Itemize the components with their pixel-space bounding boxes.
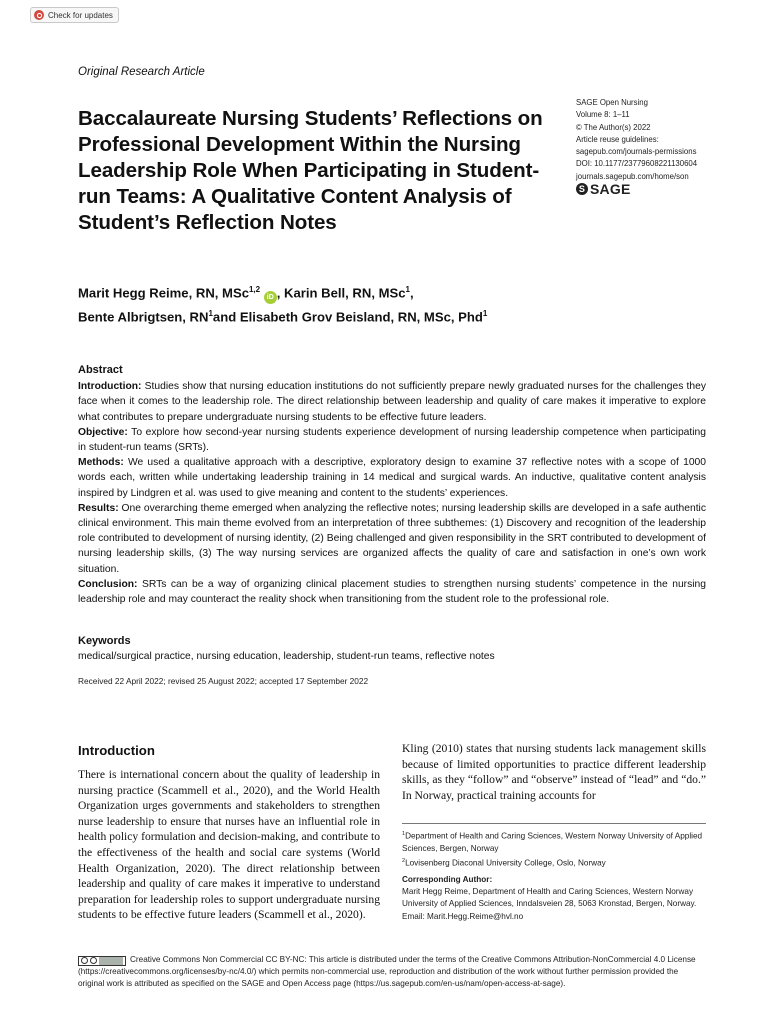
abstract-conclusion [78,577,706,607]
abstract-conclusion-text: SRTs can be a way of organizing clinical placement studies to strengthen nursing students’ competence in the nursing leadership role and may counteract the reality shock when transitioning from the student role to the professional role. [78,578,706,606]
author-3: Bente Albrigtsen, RN [78,309,209,325]
update-icon [34,10,44,20]
corresponding-author-heading: Corresponding Author: [402,875,493,885]
article-title: Baccalaureate Nursing Students’ Reflections on Professional Development Within the Nursing Leadership Role When Participating in Student-run Teams: A Qualitative Content Analysis of Student’s Reflection Notes [78,107,543,234]
affiliation-2-number: 2 [402,858,406,865]
author-3-affil: 1 [208,309,213,319]
affiliation-2 [402,855,708,870]
author-2-affil: 1 [405,285,410,294]
keywords-heading: Keywords [78,635,131,647]
journal-home-link[interactable]: journals.sagepub.com/home/son [576,171,689,181]
abstract [78,363,706,607]
sage-logo-text: SAGE [590,181,631,197]
journal-name: SAGE Open Nursing [576,98,648,107]
article-type: Original Research Article [78,66,205,78]
abstract-introduction-label: Introduction: [78,381,142,393]
journal-copyright: © The Author(s) 2022 [576,122,651,132]
author-list [78,280,698,327]
abstract-introduction-text: Studies show that nursing education institutions do not sufficiently prepare newly graduated nurses for the challenges they face when it comes to the leadership role. The direct relationship between leadership and quality of care makes it imperative to explore what contributes to prepare undergraduate nursing students to be effective future leaders. [78,381,706,423]
license-text: Creative Commons Non Commercial CC BY-NC: This article is distributed under the terms of the Creative Commons Attribution-NonCommercial 4.0 License (https://creativecommons.org/licenses/by-nc/4.0/) which permits non-commercial use, reproduction and distribution of the work without further permission provided the original work is attributed as specified on the SAGE and Open Access page (https://us.sagepub.com/en-us/nam/open-access-at-sage). [78,955,696,989]
author-4-affil: 1 [482,309,488,319]
introduction-heading: Introduction [78,743,155,758]
abstract-introduction [78,379,706,425]
check-for-updates-label: Check for updates [48,10,113,20]
affiliations [402,828,708,923]
affiliation-1 [402,828,708,855]
author-1: Marit Hegg Reime, RN, MSc [78,285,249,301]
abstract-objective-text: To explore how second-year nursing students experience development of nursing leadership competence when participating in student-run teams (SRTs). [78,426,706,454]
cc-by-nc-icon[interactable] [78,956,126,966]
orcid-icon[interactable]: iD [264,291,277,304]
journal-info [576,97,736,183]
journal-volume: Volume 8: 1–11 [576,110,630,120]
introduction-left-column: There is international concern about the quality of leadership in nursing practice (Scammell et al., 2020), and the World Health Organization urges governments and stakeholders to strengthen nurse leadership to ensure that nurses have an influential role in health policy formulation and decision-making, and contribute to the effectiveness of the health and social care systems (World Health Organization, 2020). The direct relationship between leadership and quality of care makes it imperative to understand preparation for leadership roles to support undergraduate nursing students to be effective future leaders (Scammell et al., 2020). [78,768,381,922]
check-for-updates-badge[interactable] [30,7,119,23]
abstract-results-text: One overarching theme emerged when analyzing the reflective notes; nursing leadership skills are developed in a safe authentic clinical environment. This main theme evolved from an interpretation of three subthemes: (1) Discovery and recognition of the leadership role contributed to development of nursing identity, (2) Being challenged and given responsibility in the SRT contributed to development of nursing leadership skills, (3) The way nursing services are organized affects the quality of care and satisfaction in one’s own work situation. [78,502,706,575]
affiliation-2-text: Lovisenberg Diaconal University College, Oslo, Norway [405,858,606,868]
corresponding-author-email[interactable]: Email: Marit.Hegg.Reime@hvl.no [402,911,524,921]
sage-logo [576,181,630,197]
abstract-heading: Abstract [78,364,123,376]
abstract-results-label: Results: [78,502,119,514]
footnote-divider [402,823,706,824]
abstract-objective-label: Objective: [78,426,128,438]
corresponding-author-address: Marit Hegg Reime, Department of Health and Caring Sciences, Western Norway University of Applied Sciences, Inndalsveien 28, 5063 Kronstad, Bergen, Norway. [402,887,697,909]
author-2: , Karin Bell, RN, MSc [276,285,406,301]
introduction-right-column: Kling (2010) states that nursing students lack management skills because of limited opportunities to practice different leadership skills, as they “follow” and “observe” instead of “lead” and “do.” In Norway, practical training accounts for [402,742,706,802]
author-1-affil: 1,2 [248,285,261,294]
abstract-methods [78,455,706,501]
affiliation-1-text: Department of Health and Caring Sciences, Western Norway University of Applied Sciences, Bergen, Norway [402,831,703,853]
abstract-results [78,501,706,577]
abstract-objective [78,425,706,455]
affiliation-1-number: 1 [402,831,406,837]
license-notice [78,954,706,991]
journal-permissions-link[interactable]: sagepub.com/journals-permissions [576,147,697,157]
keywords-text: medical/surgical practice, nursing education, leadership, student-run teams, reflective notes [78,651,495,662]
abstract-methods-label: Methods: [78,457,124,469]
sage-logo-icon: S [576,183,588,195]
author-4: and Elisabeth Grov Beisland, RN, MSc, Phd [212,309,483,325]
keywords [78,633,706,665]
journal-doi[interactable]: DOI: 10.1177/23779608221130604 [576,159,698,169]
abstract-methods-text: We used a qualitative approach with a descriptive, exploratory design to examine 37 reflective notes with a scope of 1000 words each, written while undertaking leadership training in 14 medical and surgical wards. An inductive, qualitative content analysis inspired by Lindgren et al. was used to give meaning and content to the students’ experiences. [78,457,706,499]
journal-reuse: Article reuse guidelines: [576,134,659,144]
abstract-conclusion-label: Conclusion: [78,578,138,590]
author-separator: , [410,285,414,301]
received-dates: Received 22 April 2022; revised 25 August 2022; accepted 17 September 2022 [78,676,369,686]
